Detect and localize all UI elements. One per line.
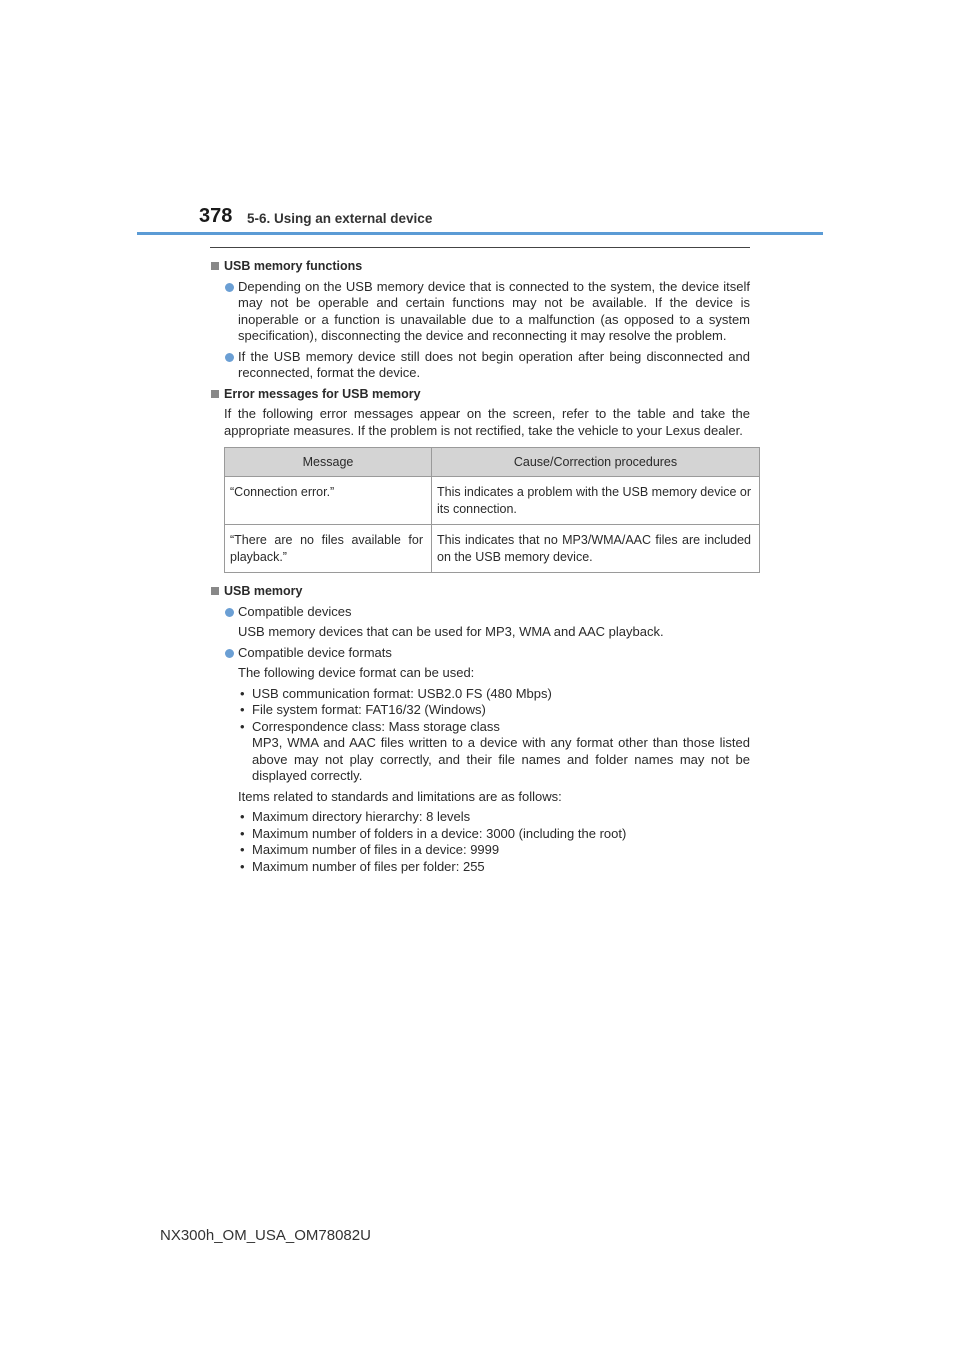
bullet-dot-icon [225,649,234,658]
bullet-text: If the USB memory device still does not begin operation after being disconnected and reconnected, format the device. [238,348,750,380]
limits-intro: Items related to standards and limitations are as follows: [238,788,562,804]
limits-list [210,809,750,875]
column-header-message: Message [225,448,432,477]
content-top-rule [210,247,750,248]
list-item: • USB communication format: USB2.0 FS (480 Mbps) [238,686,750,703]
table-header-row [225,448,760,477]
bullet-text: Compatible device formats [238,644,392,660]
table-row [225,477,760,525]
format-list [210,686,750,785]
table-cell: “There are no files available for playback.” [225,525,432,573]
header-rule [137,232,823,235]
formats-intro: The following device format can be used: [238,665,475,680]
section-title: 5-6. Using an external device [247,211,433,226]
bullet-dot-icon [225,283,234,292]
table-cell: “Connection error.” [225,477,432,525]
column-header-cause: Cause/Correction procedures [432,448,760,477]
list-item: • Maximum number of files in a device: 9999 [238,842,750,859]
heading-error-messages: Error messages for USB memory [210,386,750,403]
document-code: NX300h_OM_USA_OM78082U [160,1227,371,1244]
list-item: • Maximum number of files per folder: 255 [238,859,750,876]
bullet-dot-icon [225,353,234,362]
list-item: • Maximum number of folders in a device: 3000 (including the root) [238,826,750,843]
table-cell: This indicates that no MP3/WMA/AAC files are included on the USB memory device. [432,525,760,573]
bullet-item [210,349,750,382]
bullet-item [210,604,750,621]
list-item: • Maximum directory hierarchy: 8 levels [238,809,750,826]
bullet-item [210,645,750,662]
error-message-table [224,447,760,573]
table-cell: This indicates a problem with the USB memory device or its connection. [432,477,760,525]
bullet-dot-icon [225,608,234,617]
list-item: • Correspondence class: Mass storage class [238,719,750,736]
list-item: • File system format: FAT16/32 (Windows) [238,702,750,719]
compatible-devices-text: USB memory devices that can be used for MP3, WMA and AAC playback. [238,624,664,639]
bullet-text: Depending on the USB memory device that is connected to the system, the device itself may not be operable and certain functions may not be available. If the device is inoperable or a function is unavailable due to a malfunction (as opposed to a system specification), disconnecting the device and reconnecting it may resolve the problem. [238,278,750,343]
page-content [210,258,750,879]
table-row [225,525,760,573]
heading-usb-memory-functions: USB memory functions [210,258,750,275]
bullet-item [210,279,750,345]
heading-usb-memory: USB memory [210,583,750,600]
bullet-text: Compatible devices [238,603,352,619]
format-note: MP3, WMA and AAC files written to a device with any format other than those listed above may not play correctly, and their file names and folder names may not be displayed correctly. [252,735,750,783]
error-intro: If the following error messages appear on the screen, refer to the table and take the appropriate measures. If the problem is not rectified, take the vehicle to your Lexus dealer. [224,406,750,438]
page-number: 378 [199,205,233,227]
page-header [199,204,823,234]
